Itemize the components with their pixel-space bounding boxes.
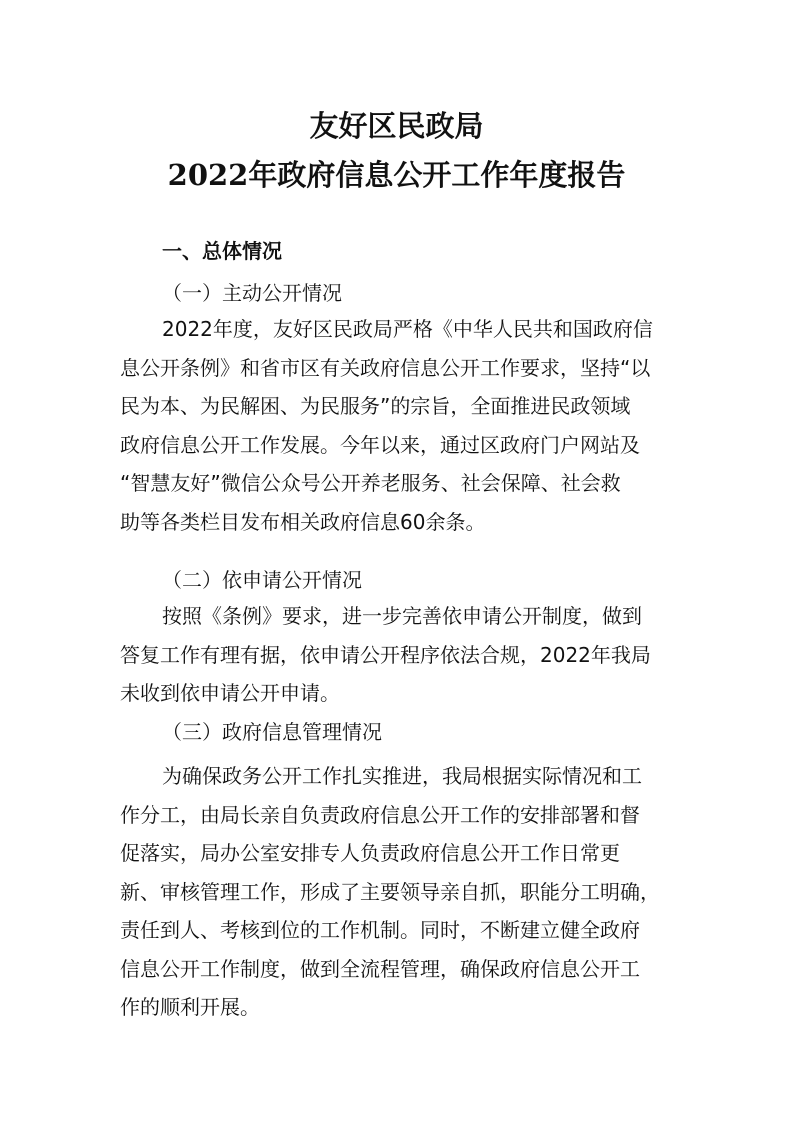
paragraph-line: 答复工作有理有据，依申请公开程序依法合规，2022年我局 [120,642,651,667]
paragraph-line: 信息公开工作制度，做到全流程管理，确保政府信息公开工 [120,956,640,981]
paragraph-line: “智慧友好”微信公众号公开养老服务、社会保障、社会救 [120,471,621,495]
subsection-heading-information-management: （三）政府信息管理情况 [162,720,382,744]
paragraph-line: 责任到人、考核到位的工作机制。同时，不断建立健全政府 [120,918,640,942]
paragraph-line: 作分工，由局长亲自负责政府信息公开工作的安排部署和督 [120,802,640,827]
paragraph-line: 为确保政务公开工作扎实推进，我局根据实际情况和工 [162,764,642,788]
paragraph-application-disclosure [120,597,680,713]
paragraph-line: 促落实，局办公室安排专人负责政府信息公开工作日常更 [120,841,620,865]
paragraph-line: 新、审核管理工作，形成了主要领导亲自抓，职能分工明确， [120,879,660,904]
paragraph-line: 2022年度，友好区民政局严格《中华人民共和国政府信 [162,317,653,341]
paragraph-proactive-disclosure [120,310,680,541]
paragraph-line: 作的顺利开展。 [120,995,260,1019]
paragraph-line: 按照《条例》要求，进一步完善依申请公开制度，做到 [162,604,642,628]
subsection-heading-application-disclosure: （二）依申请公开情况 [162,568,362,592]
paragraph-information-management [120,757,680,1027]
paragraph-line: 未收到依申请公开申请。 [120,681,340,705]
subsection-heading-proactive-disclosure: （一）主动公开情况 [162,281,342,305]
paragraph-line: 助等各类栏目发布相关政府信息60余条。 [120,509,486,534]
section-heading-overview: 一、总体情况 [162,239,282,263]
paragraph-line: 民为本、为民解困、为民服务”的宗旨，全面推进民政领域 [120,394,631,418]
document-title-report: 2022年政府信息公开工作年度报告 [167,158,626,192]
document-title-org: 友好区民政局 [309,109,484,143]
paragraph-line: 政府信息公开工作发展。今年以来，通过区政府门户网站及 [120,432,640,457]
paragraph-line: 息公开条例》和省市区有关政府信息公开工作要求，坚持“以 [120,355,651,380]
